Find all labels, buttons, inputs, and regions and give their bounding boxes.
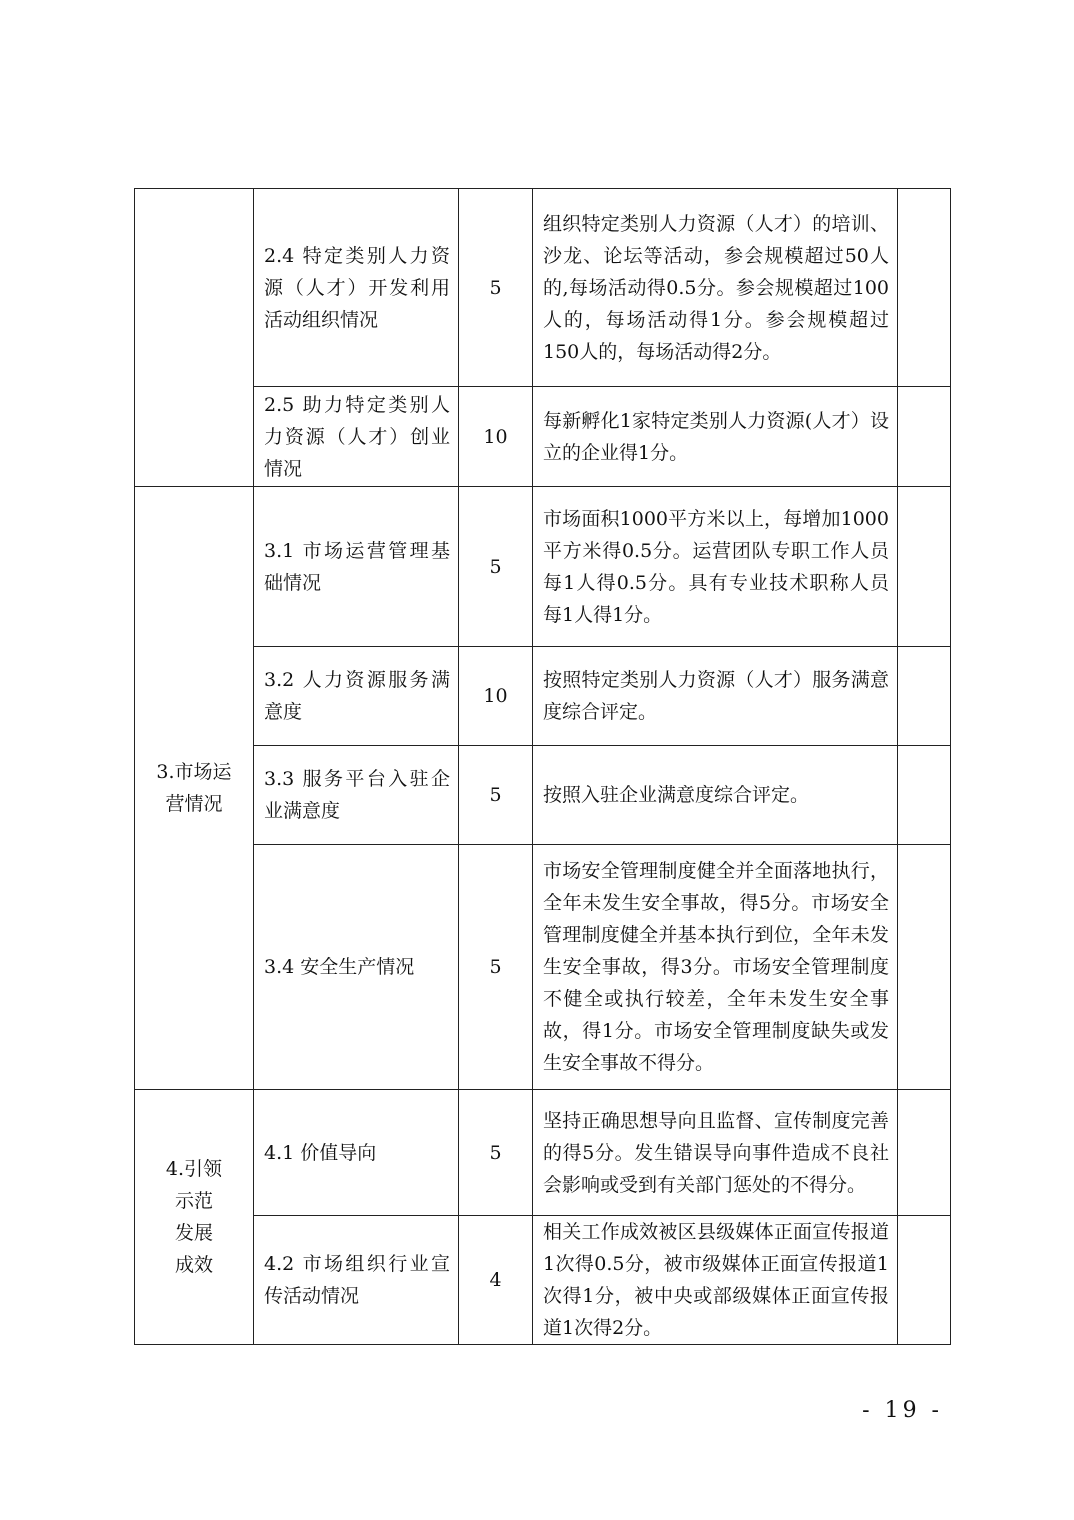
score-cell: 5 [459,487,533,647]
table-row [135,845,951,1090]
criteria-cell: 相关工作成效被区县级媒体正面宣传报道1次得0.5分，被市级媒体正面宣传报道1次得1分，被中央或部级媒体正面宣传报道1次得2分。 [533,1216,898,1345]
blank-cell [898,746,951,845]
score-cell: 5 [459,746,533,845]
table-row [135,487,951,647]
item-cell: 3.4 安全生产情况 [254,845,459,1090]
score-cell: 4 [459,1216,533,1345]
score-cell: 10 [459,387,533,487]
criteria-cell: 按照特定类别人力资源（人才）服务满意度综合评定。 [533,647,898,746]
blank-cell [898,647,951,746]
score-cell: 5 [459,189,533,387]
table-row [135,1216,951,1345]
category-label-line: 3.市场运 [156,761,232,783]
table-row [135,189,951,387]
item-cell: 4.2 市场组织行业宣传活动情况 [254,1216,459,1345]
blank-cell [898,189,951,387]
category-label-line: 营情况 [165,793,223,815]
table-row [135,1090,951,1216]
table-row [135,647,951,746]
criteria-cell: 组织特定类别人力资源（人才）的培训、沙龙、论坛等活动，参会规模超过50人的,每场活动得0.5分。参会规模超过100人的，每场活动得1分。参会规模超过150人的，每场活动得2分。 [533,189,898,387]
criteria-cell: 市场面积1000平方米以上，每增加1000平方米得0.5分。运营团队专职工作人员每1人得0.5分。具有专业技术职称人员每1人得1分。 [533,487,898,647]
criteria-cell: 按照入驻企业满意度综合评定。 [533,746,898,845]
item-cell: 3.1 市场运营管理基础情况 [254,487,459,647]
item-cell: 2.5 助力特定类别人力资源（人才）创业情况 [254,387,459,487]
blank-cell [898,845,951,1090]
score-cell: 5 [459,845,533,1090]
blank-cell [898,487,951,647]
item-cell: 2.4 特定类别人力资源（人才）开发利用活动组织情况 [254,189,459,387]
category-label-line: 示范 [174,1190,213,1212]
category-cell-market-operation [135,487,254,1090]
category-label-line: 4.引领 [165,1158,223,1180]
table-row [135,746,951,845]
category-label-line: 成效 [174,1254,213,1276]
score-cell: 10 [459,647,533,746]
blank-cell [898,387,951,487]
blank-cell [898,1090,951,1216]
scoring-table [134,188,951,1345]
category-label-line: 发展 [174,1222,213,1244]
criteria-cell: 坚持正确思想导向且监督、宣传制度完善的得5分。发生错误导向事件造成不良社会影响或受到有关部门惩处的不得分。 [533,1090,898,1216]
item-cell: 3.3 服务平台入驻企业满意度 [254,746,459,845]
blank-cell [898,1216,951,1345]
page-number: - 19 - [862,1398,943,1423]
item-cell: 3.2 人力资源服务满意度 [254,647,459,746]
table-row [135,387,951,487]
score-cell: 5 [459,1090,533,1216]
criteria-cell: 市场安全管理制度健全并全面落地执行，全年未发生安全事故，得5分。市场安全管理制度健全并基本执行到位，全年未发生安全事故，得3分。市场安全管理制度不健全或执行较差，全年未发生安全事故，得1分。市场安全管理制度缺失或发生安全事故不得分。 [533,845,898,1090]
criteria-cell: 每新孵化1家特定类别人力资源(人才）设立的企业得1分。 [533,387,898,487]
category-cell-empty [135,189,254,487]
item-cell: 4.1 价值导向 [254,1090,459,1216]
category-cell-demonstration [135,1090,254,1345]
